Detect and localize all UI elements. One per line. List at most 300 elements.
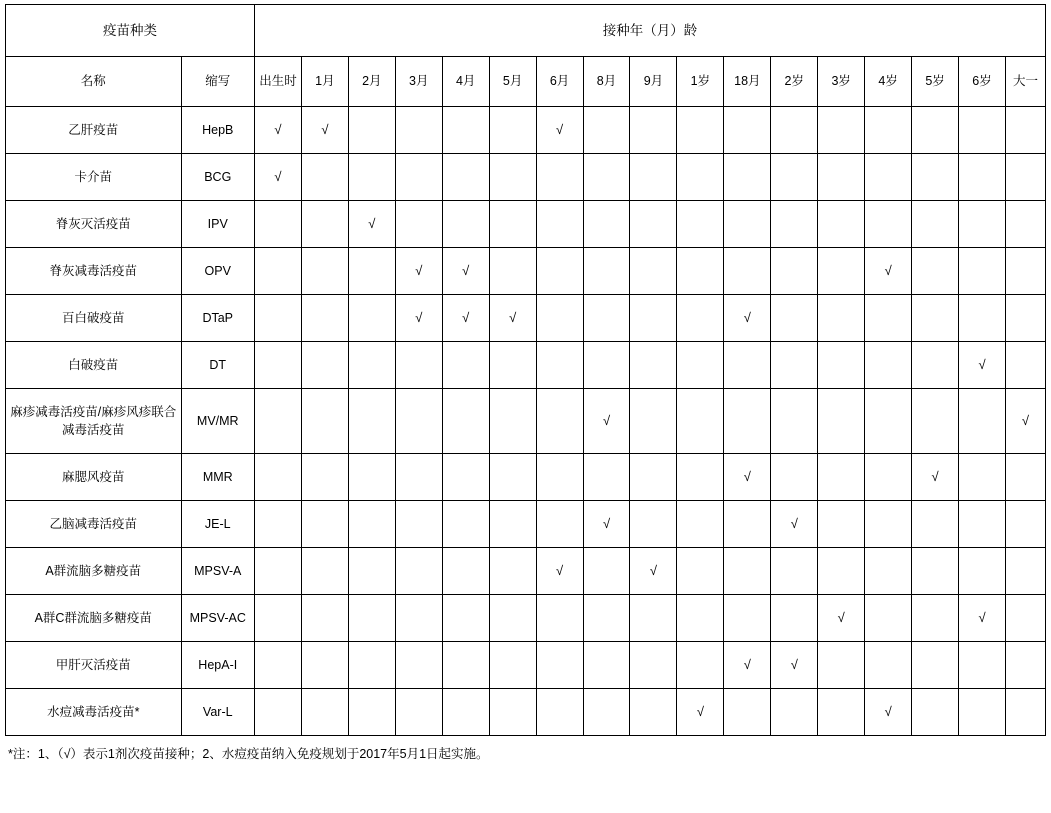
empty-cell xyxy=(536,389,583,454)
empty-cell xyxy=(865,501,912,548)
empty-cell xyxy=(442,107,489,154)
empty-cell xyxy=(959,107,1006,154)
empty-cell xyxy=(771,295,818,342)
empty-cell xyxy=(489,642,536,689)
empty-cell xyxy=(912,342,959,389)
empty-cell xyxy=(254,595,301,642)
empty-cell xyxy=(724,107,771,154)
empty-cell xyxy=(301,642,348,689)
dose-check-mark: √ xyxy=(462,309,470,325)
empty-cell xyxy=(677,154,724,201)
empty-cell xyxy=(818,201,865,248)
empty-cell xyxy=(865,107,912,154)
table-row xyxy=(6,107,1046,154)
header-col-age: 1岁 xyxy=(677,57,724,107)
empty-cell xyxy=(912,642,959,689)
table-row xyxy=(6,689,1046,736)
empty-cell xyxy=(583,107,630,154)
dose-mark-cell xyxy=(771,642,818,689)
empty-cell xyxy=(724,501,771,548)
dose-check-mark: √ xyxy=(556,121,564,137)
empty-cell xyxy=(442,595,489,642)
vaccine-abbr-cell: MMR xyxy=(181,454,254,501)
empty-cell xyxy=(959,154,1006,201)
empty-cell xyxy=(959,201,1006,248)
empty-cell xyxy=(630,595,677,642)
vaccine-abbr-cell: HepA-I xyxy=(181,642,254,689)
dose-mark-cell xyxy=(724,295,771,342)
header-col-age: 出生时 xyxy=(254,57,301,107)
vaccine-name-cell: 脊灰减毒活疫苗 xyxy=(6,248,182,295)
dose-check-mark: √ xyxy=(602,515,611,531)
header-col-age: 8月 xyxy=(583,57,630,107)
dose-mark-cell xyxy=(395,295,442,342)
empty-cell xyxy=(630,295,677,342)
dose-mark-cell xyxy=(536,548,583,595)
empty-cell xyxy=(395,389,442,454)
empty-cell xyxy=(865,642,912,689)
empty-cell xyxy=(395,154,442,201)
empty-cell xyxy=(771,107,818,154)
vaccine-name-cell: 乙肝疫苗 xyxy=(6,107,182,154)
empty-cell xyxy=(442,689,489,736)
dose-check-mark: √ xyxy=(696,703,704,719)
empty-cell xyxy=(724,342,771,389)
dose-check-mark: √ xyxy=(884,703,892,719)
empty-cell xyxy=(254,295,301,342)
dose-check-mark: √ xyxy=(931,468,939,484)
dose-mark-cell xyxy=(724,642,771,689)
vaccine-name-cell: 乙脑减毒活疫苗 xyxy=(6,501,182,548)
dose-mark-cell xyxy=(442,295,489,342)
empty-cell xyxy=(489,107,536,154)
dose-check-mark: √ xyxy=(978,609,986,625)
table-row xyxy=(6,295,1046,342)
empty-cell xyxy=(724,595,771,642)
dose-mark-cell xyxy=(818,595,865,642)
empty-cell xyxy=(348,248,395,295)
empty-cell xyxy=(442,642,489,689)
empty-cell xyxy=(959,689,1006,736)
empty-cell xyxy=(1005,548,1045,595)
empty-cell xyxy=(677,595,724,642)
empty-cell xyxy=(301,454,348,501)
empty-cell xyxy=(818,548,865,595)
empty-cell xyxy=(348,548,395,595)
dose-check-mark: √ xyxy=(509,309,517,325)
empty-cell xyxy=(301,595,348,642)
dose-check-mark: √ xyxy=(978,356,986,372)
empty-cell xyxy=(583,201,630,248)
empty-cell xyxy=(489,201,536,248)
vaccine-name-cell: 水痘减毒活疫苗* xyxy=(6,689,182,736)
header-col-age: 4月 xyxy=(442,57,489,107)
dose-mark-cell xyxy=(442,248,489,295)
header-col-age: 4岁 xyxy=(865,57,912,107)
empty-cell xyxy=(865,295,912,342)
empty-cell xyxy=(489,548,536,595)
empty-cell xyxy=(1005,689,1045,736)
empty-cell xyxy=(1005,248,1045,295)
empty-cell xyxy=(536,642,583,689)
dose-mark-cell xyxy=(865,689,912,736)
empty-cell xyxy=(254,248,301,295)
dose-mark-cell xyxy=(254,154,301,201)
empty-cell xyxy=(818,501,865,548)
dose-mark-cell xyxy=(959,342,1006,389)
empty-cell xyxy=(771,595,818,642)
vaccine-abbr-cell: DT xyxy=(181,342,254,389)
empty-cell xyxy=(1005,501,1045,548)
empty-cell xyxy=(959,454,1006,501)
empty-cell xyxy=(395,689,442,736)
empty-cell xyxy=(583,248,630,295)
dose-check-mark: √ xyxy=(743,309,751,325)
empty-cell xyxy=(348,595,395,642)
dose-check-mark: √ xyxy=(649,562,658,578)
header-col-age: 5岁 xyxy=(912,57,959,107)
empty-cell xyxy=(348,342,395,389)
dose-check-mark: √ xyxy=(415,262,423,278)
empty-cell xyxy=(1005,107,1045,154)
empty-cell xyxy=(818,454,865,501)
empty-cell xyxy=(1005,595,1045,642)
empty-cell xyxy=(818,295,865,342)
empty-cell xyxy=(395,201,442,248)
empty-cell xyxy=(348,154,395,201)
empty-cell xyxy=(348,295,395,342)
empty-cell xyxy=(442,548,489,595)
empty-cell xyxy=(724,548,771,595)
dose-mark-cell xyxy=(724,454,771,501)
dose-check-mark: √ xyxy=(790,656,798,672)
empty-cell xyxy=(348,454,395,501)
header-col-age: 6岁 xyxy=(959,57,1006,107)
dose-mark-cell xyxy=(583,501,630,548)
empty-cell xyxy=(677,389,724,454)
empty-cell xyxy=(395,454,442,501)
empty-cell xyxy=(771,548,818,595)
empty-cell xyxy=(442,501,489,548)
empty-cell xyxy=(771,689,818,736)
header-col-age: 3岁 xyxy=(818,57,865,107)
vaccine-abbr-cell: Var-L xyxy=(181,689,254,736)
empty-cell xyxy=(912,548,959,595)
empty-cell xyxy=(677,548,724,595)
empty-cell xyxy=(301,154,348,201)
empty-cell xyxy=(583,642,630,689)
vaccine-abbr-cell: OPV xyxy=(181,248,254,295)
header-col-age: 9月 xyxy=(630,57,677,107)
empty-cell xyxy=(442,154,489,201)
vaccine-name-cell: 麻腮风疫苗 xyxy=(6,454,182,501)
empty-cell xyxy=(536,201,583,248)
empty-cell xyxy=(536,295,583,342)
vaccine-name-cell: 麻疹减毒活疫苗/麻疹风疹联合减毒活疫苗 xyxy=(6,389,182,454)
empty-cell xyxy=(254,548,301,595)
empty-cell xyxy=(630,154,677,201)
immunization-schedule-table xyxy=(5,4,1046,736)
empty-cell xyxy=(771,454,818,501)
empty-cell xyxy=(395,107,442,154)
vaccine-abbr-cell: BCG xyxy=(181,154,254,201)
empty-cell xyxy=(254,689,301,736)
empty-cell xyxy=(583,295,630,342)
empty-cell xyxy=(677,642,724,689)
empty-cell xyxy=(489,689,536,736)
empty-cell xyxy=(959,389,1006,454)
empty-cell xyxy=(630,689,677,736)
empty-cell xyxy=(630,389,677,454)
empty-cell xyxy=(912,295,959,342)
empty-cell xyxy=(301,389,348,454)
empty-cell xyxy=(630,642,677,689)
table-row xyxy=(6,201,1046,248)
header-group-vaccine: 疫苗种类 xyxy=(6,5,255,57)
empty-cell xyxy=(583,548,630,595)
empty-cell xyxy=(677,201,724,248)
empty-cell xyxy=(818,689,865,736)
table-header xyxy=(6,5,1046,107)
empty-cell xyxy=(536,689,583,736)
dose-check-mark: √ xyxy=(790,515,798,531)
empty-cell xyxy=(959,501,1006,548)
empty-cell xyxy=(818,642,865,689)
header-col-age: 1月 xyxy=(301,57,348,107)
vaccine-abbr-cell: DTaP xyxy=(181,295,254,342)
header-row-groups xyxy=(6,5,1046,57)
empty-cell xyxy=(865,154,912,201)
empty-cell xyxy=(865,389,912,454)
empty-cell xyxy=(536,248,583,295)
vaccine-abbr-cell: MV/MR xyxy=(181,389,254,454)
vaccine-name-cell: 白破疫苗 xyxy=(6,342,182,389)
empty-cell xyxy=(489,248,536,295)
empty-cell xyxy=(301,295,348,342)
dose-mark-cell xyxy=(630,548,677,595)
empty-cell xyxy=(395,642,442,689)
empty-cell xyxy=(630,454,677,501)
header-col-abbr: 缩写 xyxy=(181,57,254,107)
empty-cell xyxy=(536,342,583,389)
vaccine-abbr-cell: MPSV-A xyxy=(181,548,254,595)
empty-cell xyxy=(301,501,348,548)
dose-check-mark: √ xyxy=(556,562,564,578)
header-group-age: 接种年（月）龄 xyxy=(254,5,1045,57)
empty-cell xyxy=(912,501,959,548)
header-col-age: 5月 xyxy=(489,57,536,107)
empty-cell xyxy=(865,342,912,389)
empty-cell xyxy=(677,107,724,154)
empty-cell xyxy=(301,201,348,248)
empty-cell xyxy=(536,454,583,501)
empty-cell xyxy=(1005,154,1045,201)
empty-cell xyxy=(1005,201,1045,248)
table-row xyxy=(6,642,1046,689)
dose-mark-cell xyxy=(959,595,1006,642)
dose-mark-cell xyxy=(771,501,818,548)
empty-cell xyxy=(442,201,489,248)
empty-cell xyxy=(348,642,395,689)
vaccine-name-cell: A群流脑多糖疫苗 xyxy=(6,548,182,595)
empty-cell xyxy=(254,342,301,389)
dose-check-mark: √ xyxy=(1021,412,1030,428)
empty-cell xyxy=(724,248,771,295)
vaccine-name-cell: 甲肝灭活疫苗 xyxy=(6,642,182,689)
table-row xyxy=(6,454,1046,501)
vaccine-abbr-cell: MPSV-AC xyxy=(181,595,254,642)
table-row xyxy=(6,248,1046,295)
dose-mark-cell xyxy=(395,248,442,295)
empty-cell xyxy=(724,201,771,248)
empty-cell xyxy=(724,389,771,454)
empty-cell xyxy=(677,295,724,342)
dose-check-mark: √ xyxy=(368,215,376,231)
empty-cell xyxy=(395,501,442,548)
dose-check-mark: √ xyxy=(602,412,611,428)
empty-cell xyxy=(442,342,489,389)
dose-mark-cell xyxy=(536,107,583,154)
empty-cell xyxy=(1005,342,1045,389)
empty-cell xyxy=(912,595,959,642)
dose-check-mark: √ xyxy=(743,468,751,484)
dose-mark-cell xyxy=(348,201,395,248)
dose-check-mark: √ xyxy=(837,609,845,625)
header-col-name: 名称 xyxy=(6,57,182,107)
empty-cell xyxy=(1005,454,1045,501)
empty-cell xyxy=(865,201,912,248)
empty-cell xyxy=(442,389,489,454)
empty-cell xyxy=(771,342,818,389)
table-row xyxy=(6,342,1046,389)
header-col-age: 大一 xyxy=(1005,57,1045,107)
empty-cell xyxy=(724,154,771,201)
empty-cell xyxy=(489,595,536,642)
empty-cell xyxy=(818,389,865,454)
empty-cell xyxy=(301,689,348,736)
empty-cell xyxy=(583,454,630,501)
empty-cell xyxy=(254,642,301,689)
empty-cell xyxy=(301,548,348,595)
dose-check-mark: √ xyxy=(743,656,751,672)
empty-cell xyxy=(442,454,489,501)
dose-check-mark: √ xyxy=(274,121,282,137)
header-col-age: 18月 xyxy=(724,57,771,107)
empty-cell xyxy=(536,501,583,548)
empty-cell xyxy=(818,342,865,389)
table-body xyxy=(6,107,1046,736)
empty-cell xyxy=(583,342,630,389)
empty-cell xyxy=(395,548,442,595)
empty-cell xyxy=(489,154,536,201)
dose-mark-cell xyxy=(677,689,724,736)
table-row xyxy=(6,154,1046,201)
empty-cell xyxy=(959,642,1006,689)
header-col-age: 2岁 xyxy=(771,57,818,107)
empty-cell xyxy=(865,454,912,501)
empty-cell xyxy=(959,248,1006,295)
empty-cell xyxy=(912,389,959,454)
empty-cell xyxy=(912,248,959,295)
empty-cell xyxy=(630,501,677,548)
empty-cell xyxy=(348,389,395,454)
empty-cell xyxy=(771,248,818,295)
empty-cell xyxy=(771,154,818,201)
empty-cell xyxy=(677,248,724,295)
empty-cell xyxy=(912,154,959,201)
empty-cell xyxy=(536,154,583,201)
dose-check-mark: √ xyxy=(415,309,423,325)
empty-cell xyxy=(630,107,677,154)
empty-cell xyxy=(254,501,301,548)
empty-cell xyxy=(630,342,677,389)
empty-cell xyxy=(348,501,395,548)
empty-cell xyxy=(771,389,818,454)
empty-cell xyxy=(677,454,724,501)
empty-cell xyxy=(583,689,630,736)
dose-check-mark: √ xyxy=(884,262,892,278)
dose-mark-cell xyxy=(301,107,348,154)
empty-cell xyxy=(583,595,630,642)
empty-cell xyxy=(395,342,442,389)
empty-cell xyxy=(677,342,724,389)
header-row-columns xyxy=(6,57,1046,107)
table-row xyxy=(6,595,1046,642)
empty-cell xyxy=(489,389,536,454)
vaccine-abbr-cell: HepB xyxy=(181,107,254,154)
empty-cell xyxy=(818,154,865,201)
dose-mark-cell xyxy=(254,107,301,154)
vaccine-name-cell: 脊灰灭活疫苗 xyxy=(6,201,182,248)
empty-cell xyxy=(254,454,301,501)
empty-cell xyxy=(818,107,865,154)
empty-cell xyxy=(959,548,1006,595)
vaccine-name-cell: 百白破疫苗 xyxy=(6,295,182,342)
empty-cell xyxy=(1005,642,1045,689)
empty-cell xyxy=(254,201,301,248)
empty-cell xyxy=(536,595,583,642)
empty-cell xyxy=(348,107,395,154)
vaccine-abbr-cell: JE-L xyxy=(181,501,254,548)
table-row xyxy=(6,389,1046,454)
dose-check-mark: √ xyxy=(321,121,329,137)
empty-cell xyxy=(489,342,536,389)
empty-cell xyxy=(724,689,771,736)
header-col-age: 2月 xyxy=(348,57,395,107)
empty-cell xyxy=(489,501,536,548)
empty-cell xyxy=(912,107,959,154)
empty-cell xyxy=(1005,295,1045,342)
empty-cell xyxy=(865,548,912,595)
dose-check-mark: √ xyxy=(274,168,282,184)
empty-cell xyxy=(630,248,677,295)
empty-cell xyxy=(912,201,959,248)
empty-cell xyxy=(254,389,301,454)
empty-cell xyxy=(395,595,442,642)
table-row xyxy=(6,501,1046,548)
dose-mark-cell xyxy=(865,248,912,295)
empty-cell xyxy=(959,295,1006,342)
dose-mark-cell xyxy=(1005,389,1045,454)
dose-mark-cell xyxy=(583,389,630,454)
header-col-age: 3月 xyxy=(395,57,442,107)
empty-cell xyxy=(677,501,724,548)
dose-mark-cell xyxy=(489,295,536,342)
empty-cell xyxy=(301,342,348,389)
dose-check-mark: √ xyxy=(462,262,470,278)
empty-cell xyxy=(489,454,536,501)
empty-cell xyxy=(301,248,348,295)
